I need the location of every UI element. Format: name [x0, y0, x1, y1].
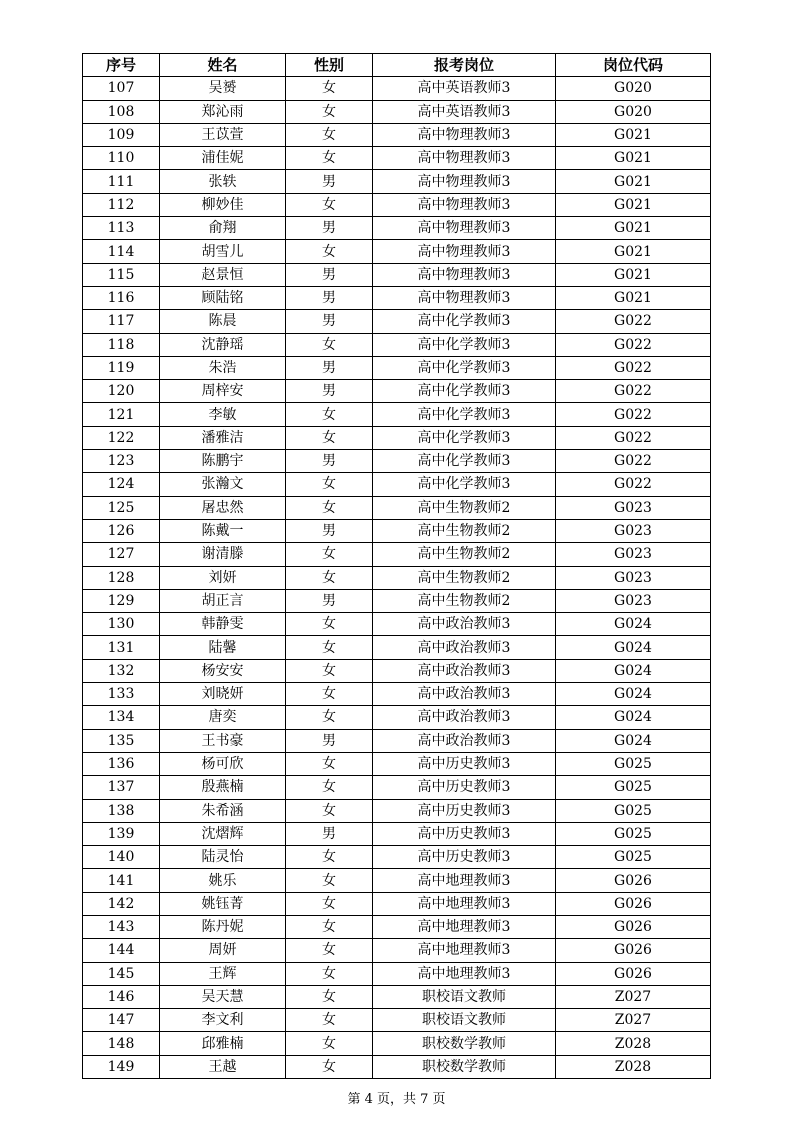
cell-name: 姚钰菁	[160, 892, 286, 915]
cell-position: 高中化学教师3	[373, 310, 556, 333]
cell-name: 李敏	[160, 403, 286, 426]
table-row	[83, 286, 711, 309]
cell-gender: 女	[286, 100, 373, 123]
cell-gender: 女	[286, 1032, 373, 1055]
cell-position-code: G024	[556, 683, 711, 706]
cell-position-code: G021	[556, 217, 711, 240]
table-row	[83, 799, 711, 822]
cell-seq: 134	[83, 706, 160, 729]
cell-gender: 女	[286, 799, 373, 822]
cell-seq: 112	[83, 193, 160, 216]
cell-seq: 110	[83, 147, 160, 170]
cell-gender: 女	[286, 915, 373, 938]
cell-gender: 女	[286, 566, 373, 589]
cell-name: 郑沁雨	[160, 100, 286, 123]
table-row	[83, 1032, 711, 1055]
cell-position-code: G024	[556, 729, 711, 752]
cell-seq: 113	[83, 217, 160, 240]
cell-position-code: G024	[556, 706, 711, 729]
cell-position-code: G023	[556, 589, 711, 612]
cell-position: 高中地理教师3	[373, 962, 556, 985]
cell-name: 沈静瑶	[160, 333, 286, 356]
table-header-row	[83, 54, 711, 77]
cell-position-code: Z027	[556, 1009, 711, 1032]
cell-name: 胡正言	[160, 589, 286, 612]
cell-name: 俞翔	[160, 217, 286, 240]
cell-gender: 女	[286, 636, 373, 659]
cell-position-code: G021	[556, 123, 711, 146]
table-row	[83, 962, 711, 985]
cell-position-code: G021	[556, 170, 711, 193]
table-row	[83, 380, 711, 403]
cell-gender: 女	[286, 473, 373, 496]
cell-position: 高中化学教师3	[373, 426, 556, 449]
cell-seq: 120	[83, 380, 160, 403]
cell-seq: 133	[83, 683, 160, 706]
table-row	[83, 613, 711, 636]
cell-seq: 143	[83, 915, 160, 938]
cell-gender: 女	[286, 333, 373, 356]
cell-seq: 108	[83, 100, 160, 123]
cell-position-code: Z027	[556, 985, 711, 1008]
cell-name: 胡雪儿	[160, 240, 286, 263]
cell-name: 潘雅洁	[160, 426, 286, 449]
cell-gender: 男	[286, 356, 373, 379]
cell-gender: 女	[286, 752, 373, 775]
cell-seq: 144	[83, 939, 160, 962]
cell-position: 高中生物教师2	[373, 519, 556, 542]
table-row	[83, 706, 711, 729]
cell-position: 职校数学教师	[373, 1055, 556, 1078]
cell-name: 王苡萱	[160, 123, 286, 146]
cell-position-code: G024	[556, 636, 711, 659]
candidate-table	[82, 53, 711, 1079]
cell-seq: 114	[83, 240, 160, 263]
cell-seq: 137	[83, 776, 160, 799]
cell-name: 陈戴一	[160, 519, 286, 542]
cell-name: 王书豪	[160, 729, 286, 752]
cell-seq: 146	[83, 985, 160, 1008]
cell-gender: 男	[286, 310, 373, 333]
table-row	[83, 356, 711, 379]
cell-seq: 116	[83, 286, 160, 309]
table-row	[83, 543, 711, 566]
cell-name: 赵景恒	[160, 263, 286, 286]
cell-name: 李文利	[160, 1009, 286, 1032]
cell-gender: 男	[286, 519, 373, 542]
cell-seq: 147	[83, 1009, 160, 1032]
cell-seq: 123	[83, 450, 160, 473]
cell-position: 高中化学教师3	[373, 356, 556, 379]
table-row	[83, 683, 711, 706]
cell-position: 高中历史教师3	[373, 752, 556, 775]
cell-position: 高中政治教师3	[373, 613, 556, 636]
cell-position: 高中生物教师2	[373, 589, 556, 612]
cell-gender: 女	[286, 962, 373, 985]
cell-name: 唐奕	[160, 706, 286, 729]
table-row	[83, 217, 711, 240]
cell-gender: 女	[286, 240, 373, 263]
cell-gender: 女	[286, 496, 373, 519]
cell-seq: 122	[83, 426, 160, 449]
cell-position: 高中英语教师3	[373, 100, 556, 123]
table-row	[83, 426, 711, 449]
cell-position: 高中化学教师3	[373, 473, 556, 496]
cell-position: 高中地理教师3	[373, 869, 556, 892]
cell-gender: 女	[286, 147, 373, 170]
table-row	[83, 123, 711, 146]
cell-seq: 140	[83, 846, 160, 869]
cell-seq: 149	[83, 1055, 160, 1078]
cell-position: 高中地理教师3	[373, 915, 556, 938]
cell-gender: 女	[286, 846, 373, 869]
cell-position: 高中历史教师3	[373, 822, 556, 845]
cell-gender: 女	[286, 193, 373, 216]
table-row	[83, 566, 711, 589]
cell-seq: 128	[83, 566, 160, 589]
cell-position-code: G025	[556, 776, 711, 799]
header-name: 姓名	[160, 54, 286, 77]
header-gender: 性别	[286, 54, 373, 77]
table-row	[83, 170, 711, 193]
header-position-code: 岗位代码	[556, 54, 711, 77]
cell-position-code: G022	[556, 473, 711, 496]
cell-position-code: G023	[556, 496, 711, 519]
table-row	[83, 193, 711, 216]
cell-seq: 141	[83, 869, 160, 892]
cell-name: 刘晓妍	[160, 683, 286, 706]
cell-gender: 男	[286, 286, 373, 309]
cell-name: 张瀚文	[160, 473, 286, 496]
cell-name: 杨可欣	[160, 752, 286, 775]
cell-seq: 132	[83, 659, 160, 682]
table-row	[83, 915, 711, 938]
cell-position: 高中物理教师3	[373, 170, 556, 193]
cell-position-code: G025	[556, 799, 711, 822]
cell-position-code: G023	[556, 543, 711, 566]
cell-gender: 女	[286, 403, 373, 426]
table-row	[83, 263, 711, 286]
cell-seq: 109	[83, 123, 160, 146]
cell-gender: 女	[286, 1009, 373, 1032]
cell-position-code: G021	[556, 147, 711, 170]
cell-position: 高中物理教师3	[373, 123, 556, 146]
cell-position: 高中物理教师3	[373, 286, 556, 309]
cell-gender: 女	[286, 1055, 373, 1078]
cell-seq: 111	[83, 170, 160, 193]
cell-gender: 女	[286, 939, 373, 962]
cell-name: 沈熠辉	[160, 822, 286, 845]
cell-position-code: G020	[556, 100, 711, 123]
cell-name: 韩静雯	[160, 613, 286, 636]
cell-seq: 115	[83, 263, 160, 286]
table-row	[83, 822, 711, 845]
cell-position-code: G022	[556, 380, 711, 403]
cell-gender: 男	[286, 729, 373, 752]
cell-name: 浦佳妮	[160, 147, 286, 170]
cell-position: 职校语文教师	[373, 1009, 556, 1032]
page-number: 第 4 页，共 7 页	[347, 1092, 446, 1107]
cell-position: 高中政治教师3	[373, 706, 556, 729]
cell-seq: 119	[83, 356, 160, 379]
cell-name: 张轶	[160, 170, 286, 193]
cell-position-code: G022	[556, 450, 711, 473]
cell-name: 陈鹏宇	[160, 450, 286, 473]
table-row	[83, 519, 711, 542]
cell-gender: 女	[286, 776, 373, 799]
cell-position: 高中政治教师3	[373, 659, 556, 682]
cell-position: 高中物理教师3	[373, 217, 556, 240]
cell-position: 高中化学教师3	[373, 403, 556, 426]
cell-position-code: G025	[556, 846, 711, 869]
cell-position: 职校语文教师	[373, 985, 556, 1008]
table-row	[83, 310, 711, 333]
cell-gender: 男	[286, 450, 373, 473]
cell-name: 朱希涵	[160, 799, 286, 822]
cell-gender: 女	[286, 123, 373, 146]
cell-position-code: G026	[556, 962, 711, 985]
cell-position: 高中历史教师3	[373, 776, 556, 799]
cell-seq: 138	[83, 799, 160, 822]
cell-gender: 女	[286, 892, 373, 915]
cell-gender: 男	[286, 170, 373, 193]
table-row	[83, 450, 711, 473]
cell-gender: 男	[286, 589, 373, 612]
cell-position-code: G025	[556, 822, 711, 845]
table-row	[83, 147, 711, 170]
cell-seq: 126	[83, 519, 160, 542]
cell-gender: 女	[286, 659, 373, 682]
cell-gender: 女	[286, 543, 373, 566]
cell-name: 陆灵怡	[160, 846, 286, 869]
cell-position: 高中化学教师3	[373, 380, 556, 403]
cell-seq: 127	[83, 543, 160, 566]
cell-name: 谢清滕	[160, 543, 286, 566]
cell-position-code: G021	[556, 193, 711, 216]
header-seq: 序号	[83, 54, 160, 77]
cell-seq: 124	[83, 473, 160, 496]
cell-seq: 125	[83, 496, 160, 519]
cell-position: 高中地理教师3	[373, 892, 556, 915]
table-row	[83, 729, 711, 752]
cell-gender: 男	[286, 263, 373, 286]
cell-seq: 142	[83, 892, 160, 915]
cell-position-code: G021	[556, 286, 711, 309]
cell-seq: 129	[83, 589, 160, 612]
cell-position: 职校数学教师	[373, 1032, 556, 1055]
cell-position: 高中历史教师3	[373, 846, 556, 869]
cell-position: 高中生物教师2	[373, 566, 556, 589]
cell-gender: 女	[286, 426, 373, 449]
cell-position: 高中政治教师3	[373, 729, 556, 752]
cell-seq: 117	[83, 310, 160, 333]
cell-gender: 男	[286, 217, 373, 240]
cell-gender: 女	[286, 985, 373, 1008]
cell-position-code: G021	[556, 263, 711, 286]
cell-gender: 女	[286, 613, 373, 636]
cell-name: 屠忠然	[160, 496, 286, 519]
cell-position-code: G022	[556, 333, 711, 356]
cell-position-code: G022	[556, 403, 711, 426]
cell-position: 高中英语教师3	[373, 77, 556, 100]
cell-position-code: G026	[556, 939, 711, 962]
cell-seq: 139	[83, 822, 160, 845]
cell-name: 陈丹妮	[160, 915, 286, 938]
table-row	[83, 892, 711, 915]
cell-name: 周梓安	[160, 380, 286, 403]
cell-name: 朱浩	[160, 356, 286, 379]
header-position: 报考岗位	[373, 54, 556, 77]
cell-name: 吴天慧	[160, 985, 286, 1008]
cell-name: 王越	[160, 1055, 286, 1078]
table-row	[83, 589, 711, 612]
cell-position-code: G023	[556, 519, 711, 542]
cell-name: 顾陆铭	[160, 286, 286, 309]
cell-name: 吴赟	[160, 77, 286, 100]
cell-position-code: G025	[556, 752, 711, 775]
cell-name: 柳妙佳	[160, 193, 286, 216]
cell-name: 陈晨	[160, 310, 286, 333]
cell-position: 高中物理教师3	[373, 263, 556, 286]
table-row	[83, 846, 711, 869]
cell-gender: 男	[286, 822, 373, 845]
cell-seq: 107	[83, 77, 160, 100]
cell-seq: 118	[83, 333, 160, 356]
table-row	[83, 1009, 711, 1032]
cell-position: 高中生物教师2	[373, 543, 556, 566]
cell-seq: 130	[83, 613, 160, 636]
cell-position-code: G022	[556, 310, 711, 333]
table-row	[83, 939, 711, 962]
cell-gender: 女	[286, 869, 373, 892]
cell-seq: 135	[83, 729, 160, 752]
table-row	[83, 403, 711, 426]
table-row	[83, 333, 711, 356]
cell-name: 王辉	[160, 962, 286, 985]
cell-name: 刘妍	[160, 566, 286, 589]
cell-position-code: G024	[556, 613, 711, 636]
table-row	[83, 100, 711, 123]
cell-seq: 148	[83, 1032, 160, 1055]
cell-name: 邱雅楠	[160, 1032, 286, 1055]
cell-position: 高中物理教师3	[373, 147, 556, 170]
cell-gender: 女	[286, 683, 373, 706]
cell-name: 姚乐	[160, 869, 286, 892]
table-row	[83, 636, 711, 659]
cell-position-code: G024	[556, 659, 711, 682]
cell-position-code: Z028	[556, 1032, 711, 1055]
cell-name: 殷燕楠	[160, 776, 286, 799]
cell-name: 杨安安	[160, 659, 286, 682]
cell-position: 高中物理教师3	[373, 193, 556, 216]
cell-position-code: G023	[556, 566, 711, 589]
cell-position-code: G022	[556, 426, 711, 449]
table-row	[83, 77, 711, 100]
cell-position: 高中物理教师3	[373, 240, 556, 263]
cell-position-code: G026	[556, 915, 711, 938]
cell-position: 高中化学教师3	[373, 333, 556, 356]
cell-gender: 女	[286, 77, 373, 100]
cell-position-code: G020	[556, 77, 711, 100]
cell-seq: 136	[83, 752, 160, 775]
table-row	[83, 473, 711, 496]
table-row	[83, 496, 711, 519]
cell-position-code: G026	[556, 892, 711, 915]
cell-position-code: Z028	[556, 1055, 711, 1078]
cell-gender: 女	[286, 706, 373, 729]
cell-gender: 男	[286, 380, 373, 403]
table-row	[83, 752, 711, 775]
cell-position: 高中政治教师3	[373, 683, 556, 706]
table-row	[83, 985, 711, 1008]
table-row	[83, 776, 711, 799]
cell-position: 高中生物教师2	[373, 496, 556, 519]
cell-position-code: G021	[556, 240, 711, 263]
cell-position: 高中化学教师3	[373, 450, 556, 473]
cell-position: 高中地理教师3	[373, 939, 556, 962]
table-row	[83, 659, 711, 682]
cell-position: 高中政治教师3	[373, 636, 556, 659]
cell-name: 陆馨	[160, 636, 286, 659]
table-row	[83, 1055, 711, 1078]
cell-seq: 131	[83, 636, 160, 659]
cell-name: 周妍	[160, 939, 286, 962]
table-row	[83, 869, 711, 892]
cell-seq: 121	[83, 403, 160, 426]
table-row	[83, 240, 711, 263]
cell-position-code: G022	[556, 356, 711, 379]
cell-position: 高中历史教师3	[373, 799, 556, 822]
table-body	[83, 77, 711, 1079]
cell-position-code: G026	[556, 869, 711, 892]
cell-seq: 145	[83, 962, 160, 985]
